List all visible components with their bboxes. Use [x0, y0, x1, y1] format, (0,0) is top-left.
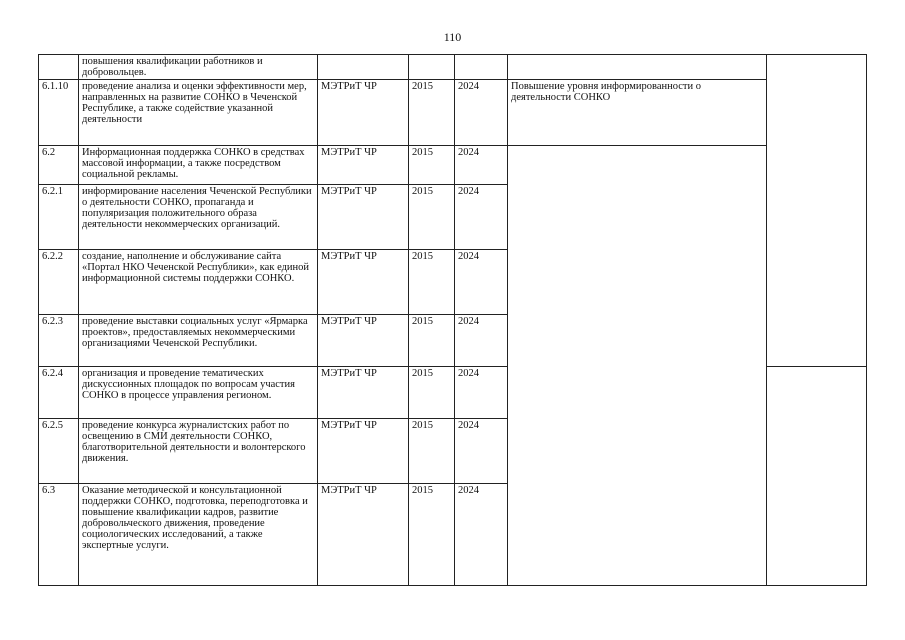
cell-number: 6.2.5 — [39, 419, 79, 484]
cell-measure: проведение конкурса журналистских работ по освещению в СМИ деятельности СОНКО, благотворительной деятельности и волонтерского движения. — [79, 419, 318, 484]
cell-number: 6.2.3 — [39, 315, 79, 367]
cell-number: 6.2 — [39, 146, 79, 185]
cell-end-year — [455, 55, 508, 80]
cell-measure: организация и проведение тематических дискуссионных площадок по вопросам участия СОНКО в процессе управления регионом. — [79, 367, 318, 419]
table-row — [39, 55, 867, 80]
cell-number: 6.3 — [39, 484, 79, 586]
cell-start-year: 2015 — [409, 484, 455, 586]
cell-start-year: 2015 — [409, 419, 455, 484]
cell-end-year: 2024 — [455, 185, 508, 250]
cell-start-year: 2015 — [409, 80, 455, 146]
cell-end-year: 2024 — [455, 250, 508, 315]
cell-end-year: 2024 — [455, 484, 508, 586]
cell-executor: МЭТРиТ ЧР — [318, 80, 409, 146]
cell-number: 6.2.4 — [39, 367, 79, 419]
cell-executor — [318, 55, 409, 80]
cell-start-year — [409, 55, 455, 80]
cell-executor: МЭТРиТ ЧР — [318, 250, 409, 315]
table-row — [39, 146, 867, 185]
cell-measure: создание, наполнение и обслуживание сайта «Портал НКО Чеченской Республики», как единой информационной системы поддержки СОНКО. — [79, 250, 318, 315]
cell-result: Повышение уровня информированности о деятельности СОНКО — [508, 80, 767, 146]
cell-end-year: 2024 — [455, 80, 508, 146]
cell-executor: МЭТРиТ ЧР — [318, 315, 409, 367]
cell-executor: МЭТРиТ ЧР — [318, 146, 409, 185]
cell-end-year: 2024 — [455, 146, 508, 185]
cell-number: 6.2.1 — [39, 185, 79, 250]
cell-result — [508, 55, 767, 80]
cell-start-year: 2015 — [409, 367, 455, 419]
cell-end-year: 2024 — [455, 367, 508, 419]
cell-measure: проведение анализа и оценки эффективности мер, направленных на развитие СОНКО в Чеченской Республике, а также содействие указанной деятельности — [79, 80, 318, 146]
cell-executor: МЭТРиТ ЧР — [318, 484, 409, 586]
cell-start-year: 2015 — [409, 250, 455, 315]
cell-start-year: 2015 — [409, 146, 455, 185]
page-number: 110 — [443, 30, 462, 44]
cell-start-year: 2015 — [409, 185, 455, 250]
cell-number: 6.2.2 — [39, 250, 79, 315]
cell-start-year: 2015 — [409, 315, 455, 367]
cell-measure: повышения квалификации работников и добровольцев. — [79, 55, 318, 80]
cell-measure: проведение выставки социальных услуг «Ярмарка проектов», предоставляемых некоммерческими организациями Чеченской Республики. — [79, 315, 318, 367]
cell-measure: Информационная поддержка СОНКО в средствах массовой информации, а также посредством социальной рекламы. — [79, 146, 318, 185]
cell-executor: МЭТРиТ ЧР — [318, 367, 409, 419]
cell-measure: информирование населения Чеченской Республики о деятельности СОНКО, пропаганда и популяризация положительного образа деятельности некоммерческих организаций. — [79, 185, 318, 250]
cell-number — [39, 55, 79, 80]
measures-table — [38, 54, 867, 586]
cell-end-year: 2024 — [455, 419, 508, 484]
cell-result — [508, 146, 767, 586]
cell-number: 6.1.10 — [39, 80, 79, 146]
cell-extra — [767, 367, 867, 586]
cell-executor: МЭТРиТ ЧР — [318, 419, 409, 484]
cell-measure: Оказание методической и консультационной поддержки СОНКО, подготовка, переподготовка и повышение квалификации кадров, развитие добровольческого движения, проведение социологических исследований, а также экспертные услуги. — [79, 484, 318, 586]
table-row — [39, 80, 867, 146]
cell-end-year: 2024 — [455, 315, 508, 367]
cell-executor: МЭТРиТ ЧР — [318, 185, 409, 250]
cell-extra — [767, 55, 867, 367]
